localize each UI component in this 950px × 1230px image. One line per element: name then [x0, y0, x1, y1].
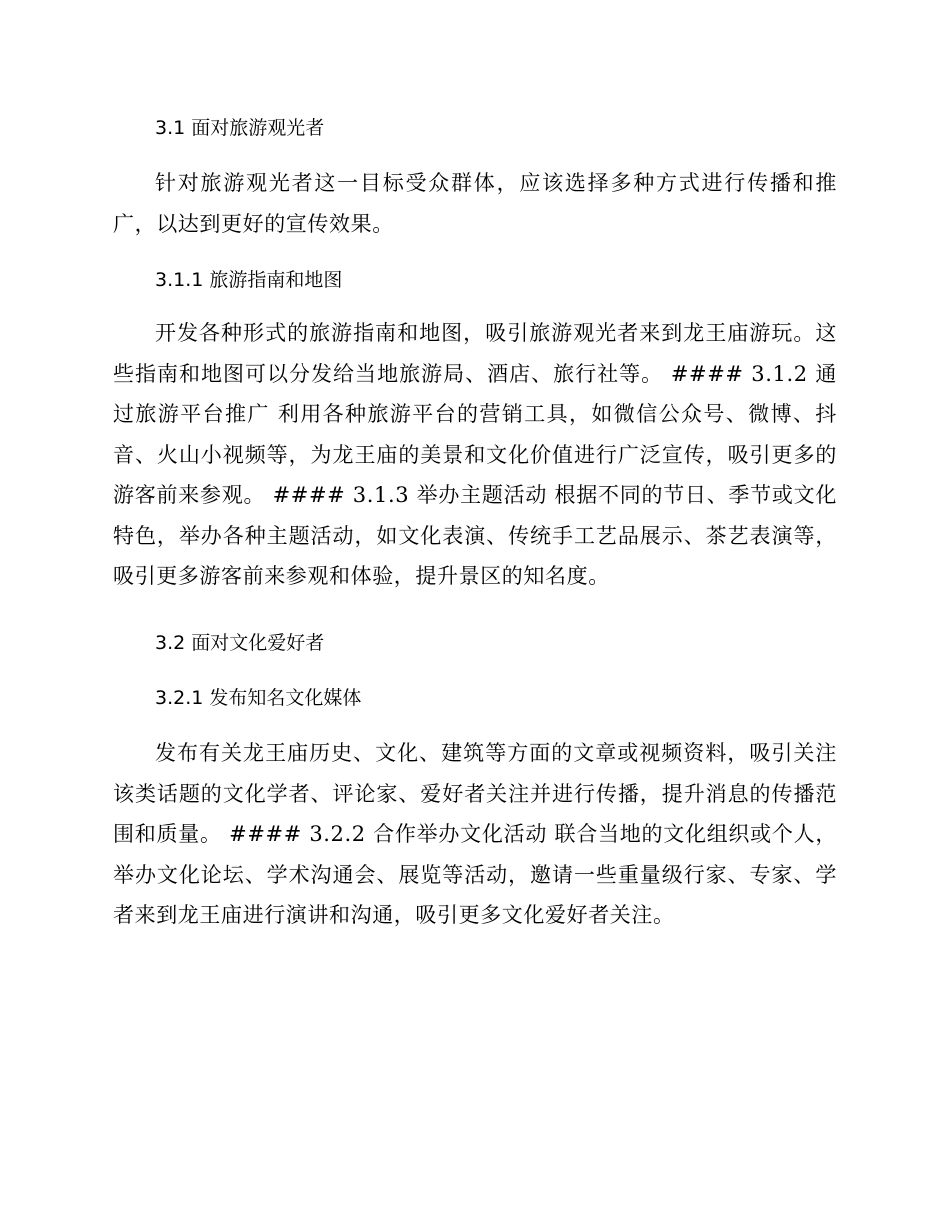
heading-3-2-1: 3.2.1 发布知名文化媒体: [155, 687, 362, 709]
paragraph-3-1: 针对旅游观光者这一目标受众群体，应该选择多种方式进行传播和推广，以达到更好的宣传效果。: [113, 171, 837, 236]
paragraph-3-2-1: 发布有关龙王庙历史、文化、建筑等方面的文章或视频资料，吸引关注该类话题的文化学者、评论家、爱好者关注并进行传播，提升消息的传播范围和质量。 #### 3.2.2 合作举办文化活动 联合当地的文化组织或个人，举办文化论坛、学术沟通会、展览等活动，邀请一些重量级行家、专家、学者来到龙王庙进行演讲和沟通，吸引更多文化爱好者关注。: [113, 741, 837, 927]
heading-3-1: 3.1 面对旅游观光者: [155, 117, 325, 139]
heading-3-1-1: 3.1.1 旅游指南和地图: [155, 269, 343, 291]
heading-3-2: 3.2 面对文化爱好者: [155, 632, 325, 654]
paragraph-3-1-1: 开发各种形式的旅游指南和地图，吸引旅游观光者来到龙王庙游玩。这些指南和地图可以分发给当地旅游局、酒店、旅行社等。 #### 3.1.2 通过旅游平台推广 利用各种旅游平台的营销工具，如微信公众号、微博、抖音、火山小视频等，为龙王庙的美景和文化价值进行广泛宣传，吸引更多的游客前来参观。 #### 3.1.3 举办主题活动 根据不同的节日、季节或文化特色，举办各种主题活动，如文化表演、传统手工艺品展示、茶艺表演等，吸引更多游客前来参观和体验，提升景区的知名度。: [113, 321, 837, 588]
